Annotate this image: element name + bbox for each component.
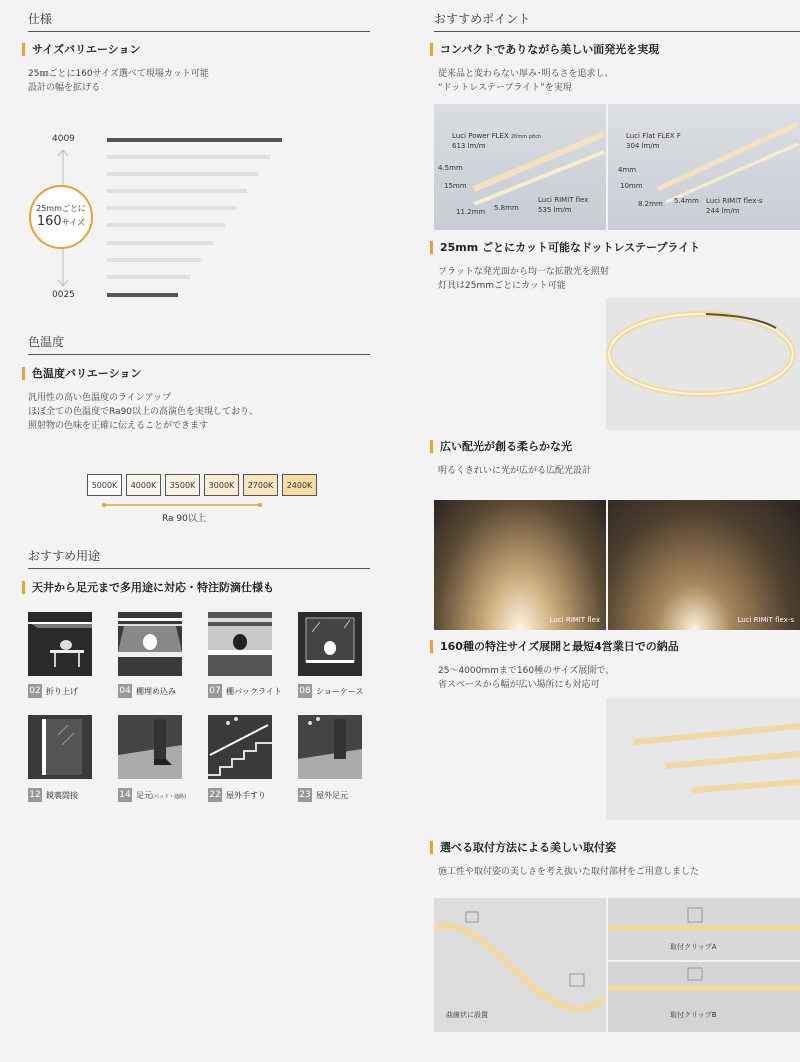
cct-swatch: 4000K bbox=[126, 474, 161, 496]
footlight-illustration-icon bbox=[118, 715, 182, 779]
use-number-badge: 22 bbox=[209, 790, 221, 800]
section-title-points: おすすめポイント bbox=[434, 10, 800, 32]
use-tile-handrail bbox=[208, 715, 272, 779]
power-flex-lm: 613 lm/m bbox=[452, 142, 486, 150]
use-tile-shelf-backlight bbox=[208, 612, 272, 676]
tape-light-strip-icon bbox=[608, 104, 800, 230]
rimit-flex-s-name: Luci RIMiT flex-s bbox=[706, 197, 763, 205]
size-max-label: 4009 bbox=[52, 134, 75, 144]
use-label bbox=[316, 790, 348, 801]
section-title-color: 色温度 bbox=[28, 333, 370, 355]
power-flex-name-text: Luci Power FLEX bbox=[452, 132, 509, 140]
dim-label: 4.5mm bbox=[438, 164, 463, 172]
size-bar bbox=[107, 172, 258, 176]
flex-s-light-spread-label: Luci RIMiT flex-s bbox=[737, 616, 794, 624]
section-title-spec: 仕様 bbox=[28, 10, 370, 32]
use-tile-shelf-recessed bbox=[118, 612, 182, 676]
size-min-label: 0025 bbox=[52, 290, 75, 300]
use-label-text: 棚バックライト bbox=[226, 687, 282, 696]
use-tile-showcase bbox=[298, 612, 362, 676]
clip-b-label: 取付クリップB bbox=[670, 1011, 717, 1019]
uses-heading: 天井から足元まで多用途に対応・特注防滴仕様も bbox=[22, 581, 274, 594]
dim-label: 10mm bbox=[620, 182, 643, 190]
point3-text: 明るくきれいに光が広がる広配光設計 bbox=[438, 466, 592, 476]
use-label bbox=[226, 686, 282, 697]
handrail-illustration-icon bbox=[208, 715, 272, 779]
point2-text: フラットな発光面から均一な拡散光を照射 灯具は25mmごとにカット可能 bbox=[438, 267, 609, 291]
use-label-note: (ベッド・通路) bbox=[152, 794, 186, 800]
flex-light-spread-label: Luci RIMiT flex bbox=[549, 616, 600, 624]
use-label-text: 屋外手すり bbox=[226, 791, 266, 800]
use-tile-outdoor-foot bbox=[298, 715, 362, 779]
point1-text: 従来品と変わらない厚み･明るさを追求し、 “ドットレステープライト”を実現 bbox=[438, 69, 614, 93]
use-tile-soffit bbox=[28, 612, 92, 676]
point2-heading: 25mm ごとにカット可能なドットレステープライト bbox=[430, 241, 700, 254]
use-label bbox=[46, 790, 78, 801]
use-number-badge: 02 bbox=[29, 686, 41, 696]
size-badge-suffix: サイズ bbox=[61, 218, 86, 227]
use-label bbox=[226, 790, 266, 801]
dim-label: 8.2mm bbox=[638, 200, 663, 208]
flat-flex-name: Luci Flat FLEX F bbox=[626, 132, 681, 140]
point3-heading: 広い配光が創る柔らかな光 bbox=[430, 440, 572, 453]
shelf-backlight-illustration-icon bbox=[208, 612, 272, 676]
ra-label: Ra 90以上 bbox=[162, 514, 206, 524]
use-tile-mirror bbox=[28, 715, 92, 779]
size-bar bbox=[107, 223, 225, 227]
size-bar bbox=[107, 293, 178, 297]
section-title-uses: おすすめ用途 bbox=[28, 547, 370, 569]
outdoor-foot-illustration-icon bbox=[298, 715, 362, 779]
shelf-recessed-illustration-icon bbox=[118, 612, 182, 676]
size-variation-text: 25㎜ごとに160サイズ選べて現場カット可能 設計の幅を拡げる bbox=[28, 69, 209, 93]
point5-heading: 選べる取付方法による美しい取付姿 bbox=[430, 841, 616, 854]
color-variation-heading: 色温度バリエーション bbox=[22, 367, 141, 380]
ra-range-bracket bbox=[102, 500, 262, 510]
use-number-badge: 23 bbox=[299, 790, 311, 800]
clip-b-icon bbox=[608, 962, 800, 1032]
use-label-text: 足元 bbox=[136, 791, 152, 800]
use-label bbox=[316, 686, 363, 697]
use-label-text: 鏡裏間接 bbox=[46, 791, 78, 800]
cct-swatch: 5000K bbox=[87, 474, 122, 496]
size-bar bbox=[107, 155, 270, 159]
dim-label: 11.2mm bbox=[456, 208, 486, 216]
showcase-illustration-icon bbox=[298, 612, 362, 676]
use-label bbox=[136, 686, 176, 697]
curve-install-label: 曲線状に設置 bbox=[446, 1011, 488, 1019]
point1-heading: コンパクトでありながら美しい面発光を実現 bbox=[430, 43, 659, 56]
use-number-badge: 14 bbox=[119, 790, 131, 800]
power-flex-comparison-photo bbox=[434, 104, 606, 230]
flex-light-spread-photo bbox=[434, 500, 606, 630]
power-flex-pitch: 20mm pitch bbox=[511, 134, 542, 140]
ring-tape-photo bbox=[606, 298, 800, 430]
dim-label: 5.4mm bbox=[674, 197, 699, 205]
size-bar bbox=[107, 275, 190, 279]
size-variation-heading: サイズバリエーション bbox=[22, 43, 140, 56]
tape-ring-icon bbox=[606, 298, 800, 430]
use-label bbox=[136, 790, 186, 801]
use-label-text: 折り上げ bbox=[46, 687, 78, 696]
use-number-badge: 07 bbox=[209, 686, 221, 696]
flat-flex-lm: 304 lm/m bbox=[626, 142, 660, 150]
power-flex-name bbox=[452, 132, 541, 140]
use-tile-footlight bbox=[118, 715, 182, 779]
size-badge bbox=[29, 185, 93, 249]
dim-label: 5.8mm bbox=[494, 204, 519, 212]
point4-heading: 160種の特注サイズ展開と最短4営業日での納品 bbox=[430, 640, 679, 653]
cct-swatch: 2700K bbox=[243, 474, 278, 496]
tape-length-icon bbox=[606, 698, 800, 820]
mirror-illustration-icon bbox=[28, 715, 92, 779]
curve-install-photo bbox=[434, 898, 606, 1032]
use-number-badge: 08 bbox=[299, 686, 311, 696]
use-label-text: ショーケース bbox=[316, 687, 364, 696]
point5-text: 施工性や取付姿の美しさを考え抜いた取付部材をご用意しました bbox=[438, 867, 700, 877]
size-badge-line1: 25mmごとに bbox=[36, 204, 86, 213]
dim-label: 4mm bbox=[618, 166, 637, 174]
clip-b-photo bbox=[608, 962, 800, 1032]
size-badge-line2 bbox=[31, 214, 91, 229]
cct-swatch: 3500K bbox=[165, 474, 200, 496]
clip-a-label: 取付クリップA bbox=[670, 943, 717, 951]
size-bar bbox=[107, 206, 236, 210]
cct-swatch: 3000K bbox=[204, 474, 239, 496]
size-bar bbox=[107, 138, 282, 142]
point4-text: 25～4000mmまで160種のサイズ展開で、 省スペースから幅が広い場所にも対応可 bbox=[438, 666, 615, 690]
rimit-flex-name: Luci RIMiT flex bbox=[538, 196, 589, 204]
clip-a-photo bbox=[608, 898, 800, 960]
use-label-text: 屋外足元 bbox=[316, 791, 348, 800]
rimit-flex-lm: 535 lm/m bbox=[538, 206, 572, 214]
size-variation-photo bbox=[606, 698, 800, 820]
use-label-text: 棚埋め込み bbox=[136, 687, 176, 696]
rimit-flex-s-lm: 244 lm/m bbox=[706, 207, 740, 215]
flex-s-light-spread-photo bbox=[608, 500, 800, 630]
color-variation-text: 汎用性の高い色温度のラインアップ ほぼ全ての色温度でRa90以上の高演色を実現しており、 照射物の色味を正確に伝えることができます bbox=[28, 393, 259, 431]
dim-label: 15mm bbox=[444, 182, 467, 190]
size-badge-number: 160 bbox=[36, 214, 62, 229]
soffit-illustration-icon bbox=[28, 612, 92, 676]
size-bar bbox=[107, 189, 247, 193]
size-bar bbox=[107, 258, 201, 262]
use-number-badge: 04 bbox=[119, 686, 131, 696]
cct-swatch: 2400K bbox=[282, 474, 317, 496]
size-bar bbox=[107, 241, 213, 245]
use-label bbox=[46, 686, 78, 697]
use-number-badge: 12 bbox=[29, 790, 41, 800]
flat-flex-comparison-photo bbox=[608, 104, 800, 230]
